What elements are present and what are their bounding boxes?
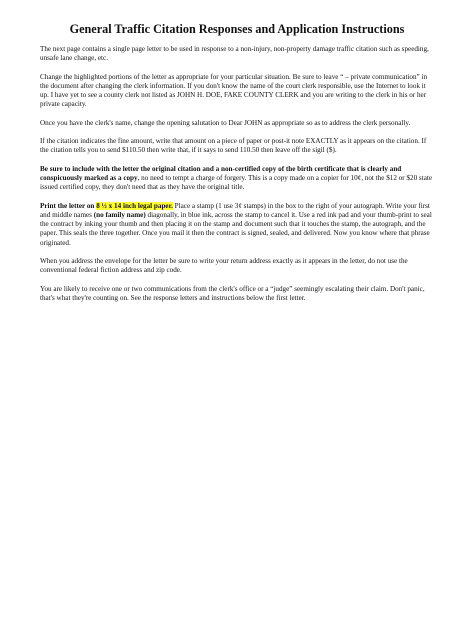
print-letter-rest-text: diagonally, in blue ink, across the stamp to cancel it. Use a red ink pad and your thumb-print to seal the contract by inking your thumb and then placing it on the stamp and document such that it touches the stamp, the autograph, and the paper. This seals the three together. Once you mail it then the contract is signed, sealed, and delivered. Now you know where that phrase originated. [40,210,432,247]
birth-certificate-bold-text: Be sure to include with the letter the original citation and a non-certified copy of the birth certificate that is clearly and conspicuously marked as a copy [40,164,402,182]
paragraph-envelope: When you address the envelope for the letter be sure to write your return address exactly as it appears in the letter, do not use the conventional federal fiction address and zip code. [40,257,408,275]
print-letter-mid-text: Place a stamp (1 use 3¢ stamps) in the box to the right of your autograph. Write your first and middle names [40,201,430,219]
print-letter-bold-text: Print the letter on [40,201,97,210]
no-family-name-bold-text: (no family name) [93,210,146,219]
paragraph-intro: The next page contains a single page letter to be used in response to a non-injury, non-property damage traffic citation such as speeding, unsafe lane change, etc. [40,45,429,63]
paragraph-salutation: Once you have the clerk's name, change the opening salutation to Dear JOHN as appropriate so as to address the clerk personally. [40,118,411,127]
paragraph-print-letter [40,202,434,248]
paragraph-highlighted-portions: Change the highlighted portions of the letter as appropriate for your particular situation. Be sure to leave “ – private communication” in the document after changing the clerk information. If you don't know the name of the court clerk responsible, use the Internet to look it up. I have yet to see a county clerk not listed as JOHN H. DOE, FAKE COUNTY CLERK and you are writing to the clerk in his or her private capacity. [40,72,428,109]
birth-certificate-rest-text: , no need to tempt a charge of forgery. This is a copy made on a copier for 10¢, not the $12 or $20 state issued certified copy, they don't need that as they have the original title. [40,173,433,192]
paragraph-birth-certificate [40,165,434,193]
document-title: General Traffic Citation Responses and Application Instructions [69,22,405,36]
paragraph-clerk-response: You are likely to receive one or two communications from the clerk's office or a “judge” seemingly escalating their claim. Don't panic, that's what they're counting on. See the response letters and instructions below the first letter. [40,284,425,302]
paragraph-fine-amount: If the citation indicates the fine amount, write that amount on a piece of paper or post-it note EXACTLY as it appears on the citation. If the citation tells you to send $110.50 then write that, if it says to send 110.50 then leave off the sigil ($). [40,137,427,155]
legal-paper-highlight: 8 ½ x 14 inch legal paper. [96,201,173,210]
